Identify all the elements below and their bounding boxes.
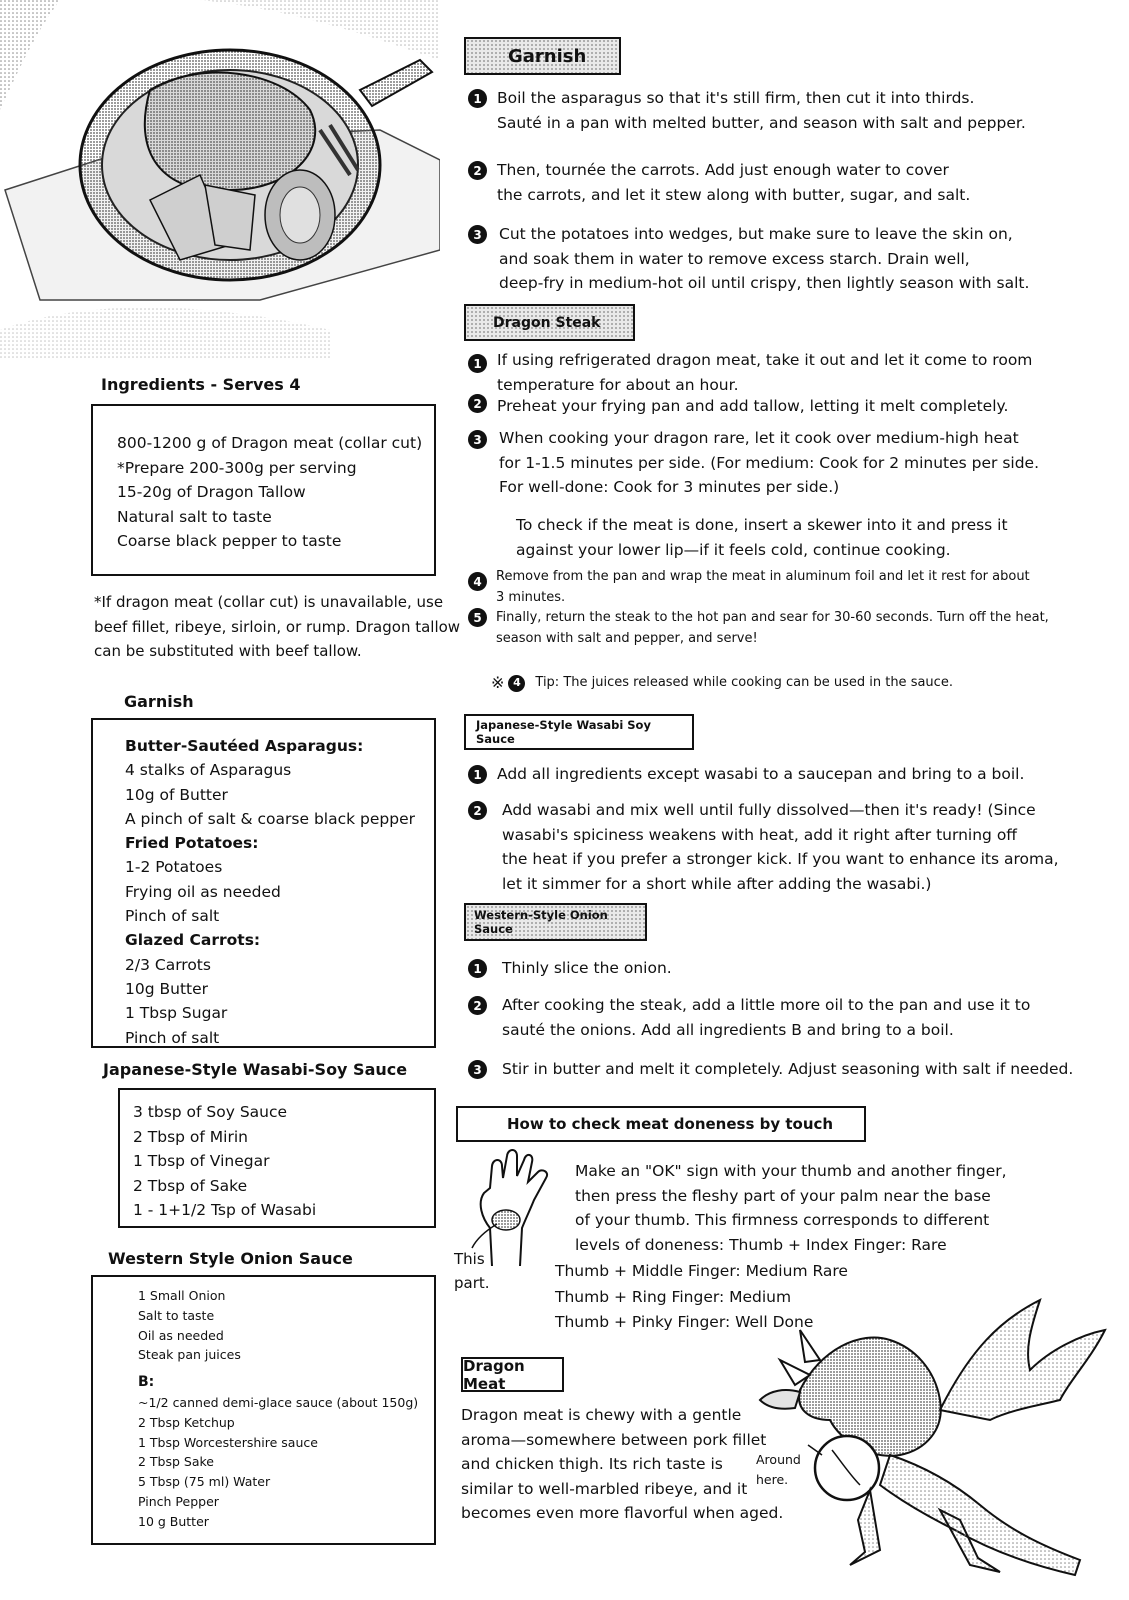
dragon-meat-description: Dragon meat is chewy with a gentle aroma—somewhere between pork fillet and chicken thigh. Its rich taste is similar to well-marbled ribeye, and it becomes even more flavorful when aged. xyxy=(461,1406,784,1522)
doneness-instructions: Make an "OK" sign with your thumb and another finger, then press the fleshy part of your palm near the base of your thumb. This firmness corresponds to different levels of doneness: Thumb + Index Finger: Rare xyxy=(575,1162,1007,1254)
list-item: 1 Tbsp of Vinegar xyxy=(133,1152,270,1170)
ingredients-title: Ingredients - Serves 4 xyxy=(101,375,301,394)
skillet-steak-illustration xyxy=(0,0,440,360)
list-item: Pinch Pepper xyxy=(138,1493,219,1509)
tip-text: Tip: The juices released while cooking can be used in the sauce. xyxy=(535,675,953,690)
garnish-steps-header xyxy=(464,37,621,75)
doneness-title: How to check meat doneness by touch xyxy=(507,1115,834,1133)
wasabi-step-2: Add wasabi and mix well until fully dissolved—then it's ready! (Since wasabi's spiciness weakens with heat, add it right after turning off the heat if you prefer a stronger kick. If you want to enhance its aroma, let it simmer for a short while after adding the wasabi.) xyxy=(502,801,1059,893)
steak-step-2: Preheat your frying pan and add tallow, letting it melt completely. xyxy=(497,397,1009,415)
doneness-header xyxy=(456,1106,866,1142)
wasabi-list-title: Japanese-Style Wasabi-Soy Sauce xyxy=(103,1060,408,1079)
steak-step-5: Finally, return the steak to the hot pan and sear for 30-60 seconds. Turn off the heat, season with salt and pepper, and serve! xyxy=(496,610,1049,646)
list-item: 2/3 Carrots xyxy=(125,955,211,974)
list-item: Coarse black pepper to taste xyxy=(117,532,342,550)
step-number-icon: 4 xyxy=(468,572,487,591)
list-item: Pinch of salt xyxy=(125,1028,220,1047)
list-item: 1 Tbsp Worcestershire sauce xyxy=(138,1434,318,1450)
list-item: 15-20g of Dragon Tallow xyxy=(117,483,306,501)
steak-steps-header xyxy=(464,304,635,341)
steak-step-4: Remove from the pan and wrap the meat in aluminum foil and let it rest for about 3 minutes. xyxy=(496,569,1030,605)
tip-line xyxy=(491,673,953,693)
garnish-steps-title: Garnish xyxy=(508,45,587,67)
doneness-check-note: To check if the meat is done, insert a skewer into it and press it against your lower lip—if it feels cold, continue cooking. xyxy=(516,516,1008,559)
onion-list-box xyxy=(91,1275,436,1545)
list-item: 4 stalks of Asparagus xyxy=(125,761,292,780)
steak-steps-title: Dragon Steak xyxy=(493,314,601,331)
b-subtitle: B: xyxy=(138,1374,155,1391)
garnish-step-3: Cut the potatoes into wedges, but make sure to leave the skin on, and soak them in water to remove excess starch. Drain well, deep-fry in medium-hot oil until crispy, then lightly season with salt. xyxy=(499,225,1030,292)
wasabi-steps-title: Japanese-Style Wasabi Soy Sauce xyxy=(476,718,651,746)
onion-steps-title: Western-Style Onion Sauce xyxy=(474,908,608,936)
list-item: 10g of Butter xyxy=(125,785,228,804)
list-item: Steak pan juices xyxy=(138,1347,241,1363)
garnish-list-box xyxy=(91,718,436,1048)
dragon-illustration xyxy=(740,1290,1120,1590)
wasabi-step-1: Add all ingredients except wasabi to a saucepan and bring to a boil. xyxy=(497,765,1025,783)
list-item: Frying oil as needed xyxy=(125,882,281,901)
hand-label: This part. xyxy=(454,1250,490,1292)
list-item: 1-2 Potatoes xyxy=(125,858,223,877)
step-number-icon: 3 xyxy=(468,430,487,449)
wasabi-list-box xyxy=(118,1088,436,1228)
list-item: *Prepare 200-300g per serving xyxy=(117,458,357,477)
garnish-step-1: Boil the asparagus so that it's still firm, then cut it into thirds. Sauté in a pan with melted butter, and season with salt and pepper. xyxy=(497,89,1026,132)
list-item: Oil as needed xyxy=(138,1327,224,1343)
onion-step-2: After cooking the steak, add a little more oil to the pan and use it to sauté the onions. Add all ingredients B and bring to a boil. xyxy=(502,996,1031,1039)
onion-step-1: Thinly slice the onion. xyxy=(502,959,672,977)
dragon-meat-title: Dragon Meat xyxy=(463,1356,525,1393)
list-item: 1 - 1+1/2 Tsp of Wasabi xyxy=(133,1201,317,1219)
wasabi-steps-header xyxy=(464,714,694,750)
onion-steps-header xyxy=(464,903,647,941)
potatoes-subtitle: Fried Potatoes: xyxy=(125,834,259,853)
step-number-icon: 3 xyxy=(468,1060,487,1079)
list-item: Pinch of salt xyxy=(125,907,220,926)
around-here-label: Around here. xyxy=(756,1452,801,1487)
step-number-icon: 2 xyxy=(468,394,487,413)
list-item: 5 Tbsp (75 ml) Water xyxy=(138,1474,271,1490)
list-item: 1 Tbsp Sugar xyxy=(125,1004,228,1023)
asparagus-subtitle: Butter-Sautéed Asparagus: xyxy=(125,737,364,755)
list-item: Salt to taste xyxy=(138,1307,215,1323)
list-item: 2 Tbsp Ketchup xyxy=(138,1414,235,1430)
list-item: 2 Tbsp of Mirin xyxy=(133,1127,248,1146)
garnish-list-title: Garnish xyxy=(124,692,194,711)
step-number-icon: 1 xyxy=(468,959,487,978)
step-number-icon: 1 xyxy=(468,765,487,784)
list-item: 2 Tbsp Sake xyxy=(138,1454,214,1470)
list-item: 10 g Butter xyxy=(138,1513,209,1529)
list-item: A pinch of salt & coarse black pepper xyxy=(125,809,415,828)
dragon-meat-header xyxy=(461,1357,564,1392)
onion-list-title: Western Style Onion Sauce xyxy=(108,1249,353,1268)
step-number-icon: 2 xyxy=(468,161,487,180)
list-item: 800-1200 g of Dragon meat (collar cut) xyxy=(117,434,423,452)
step-number-icon: 2 xyxy=(468,996,487,1015)
step-number-icon: 2 xyxy=(468,801,487,820)
steak-step-3: When cooking your dragon rare, let it cook over medium-high heat for 1-1.5 minutes per side. (For medium: Cook for 2 minutes per side. For well-done: Cook for 3 minutes per side.) xyxy=(499,429,1040,496)
doneness-levels: Thumb + Middle Finger: Medium Rare Thumb + Ring Finger: Medium Thumb + Pinky Finger: Well Done xyxy=(555,1262,848,1331)
step-number-icon: 5 xyxy=(468,608,487,627)
list-item: 10g Butter xyxy=(125,979,209,998)
step-number-icon: 1 xyxy=(468,89,487,108)
list-item: 2 Tbsp of Sake xyxy=(133,1176,248,1195)
reference-mark-icon: ※ xyxy=(491,673,505,692)
carrots-subtitle: Glazed Carrots: xyxy=(125,931,261,950)
step-number-icon: 4 xyxy=(508,675,525,692)
ingredients-note: *If dragon meat (collar cut) is unavailable, use beef fillet, ribeye, sirloin, or rump. Dragon tallow can be substituted with beef tallow. xyxy=(94,593,461,660)
garnish-step-2: Then, tournée the carrots. Add just enough water to cover the carrots, and let it stew along with butter, sugar, and salt. xyxy=(497,161,971,204)
list-item: ~1/2 canned demi-glace sauce (about 150g) xyxy=(138,1394,419,1410)
ingredients-box xyxy=(91,404,436,576)
list-item: 1 Small Onion xyxy=(138,1288,226,1303)
steak-step-1: If using refrigerated dragon meat, take it out and let it come to room temperature for about an hour. xyxy=(497,351,1033,394)
list-item: Natural salt to taste xyxy=(117,507,272,526)
list-item: 3 tbsp of Soy Sauce xyxy=(133,1103,288,1121)
step-number-icon: 3 xyxy=(468,225,487,244)
step-number-icon: 1 xyxy=(468,354,487,373)
onion-step-3: Stir in butter and melt it completely. Adjust seasoning with salt if needed. xyxy=(502,1060,1074,1078)
